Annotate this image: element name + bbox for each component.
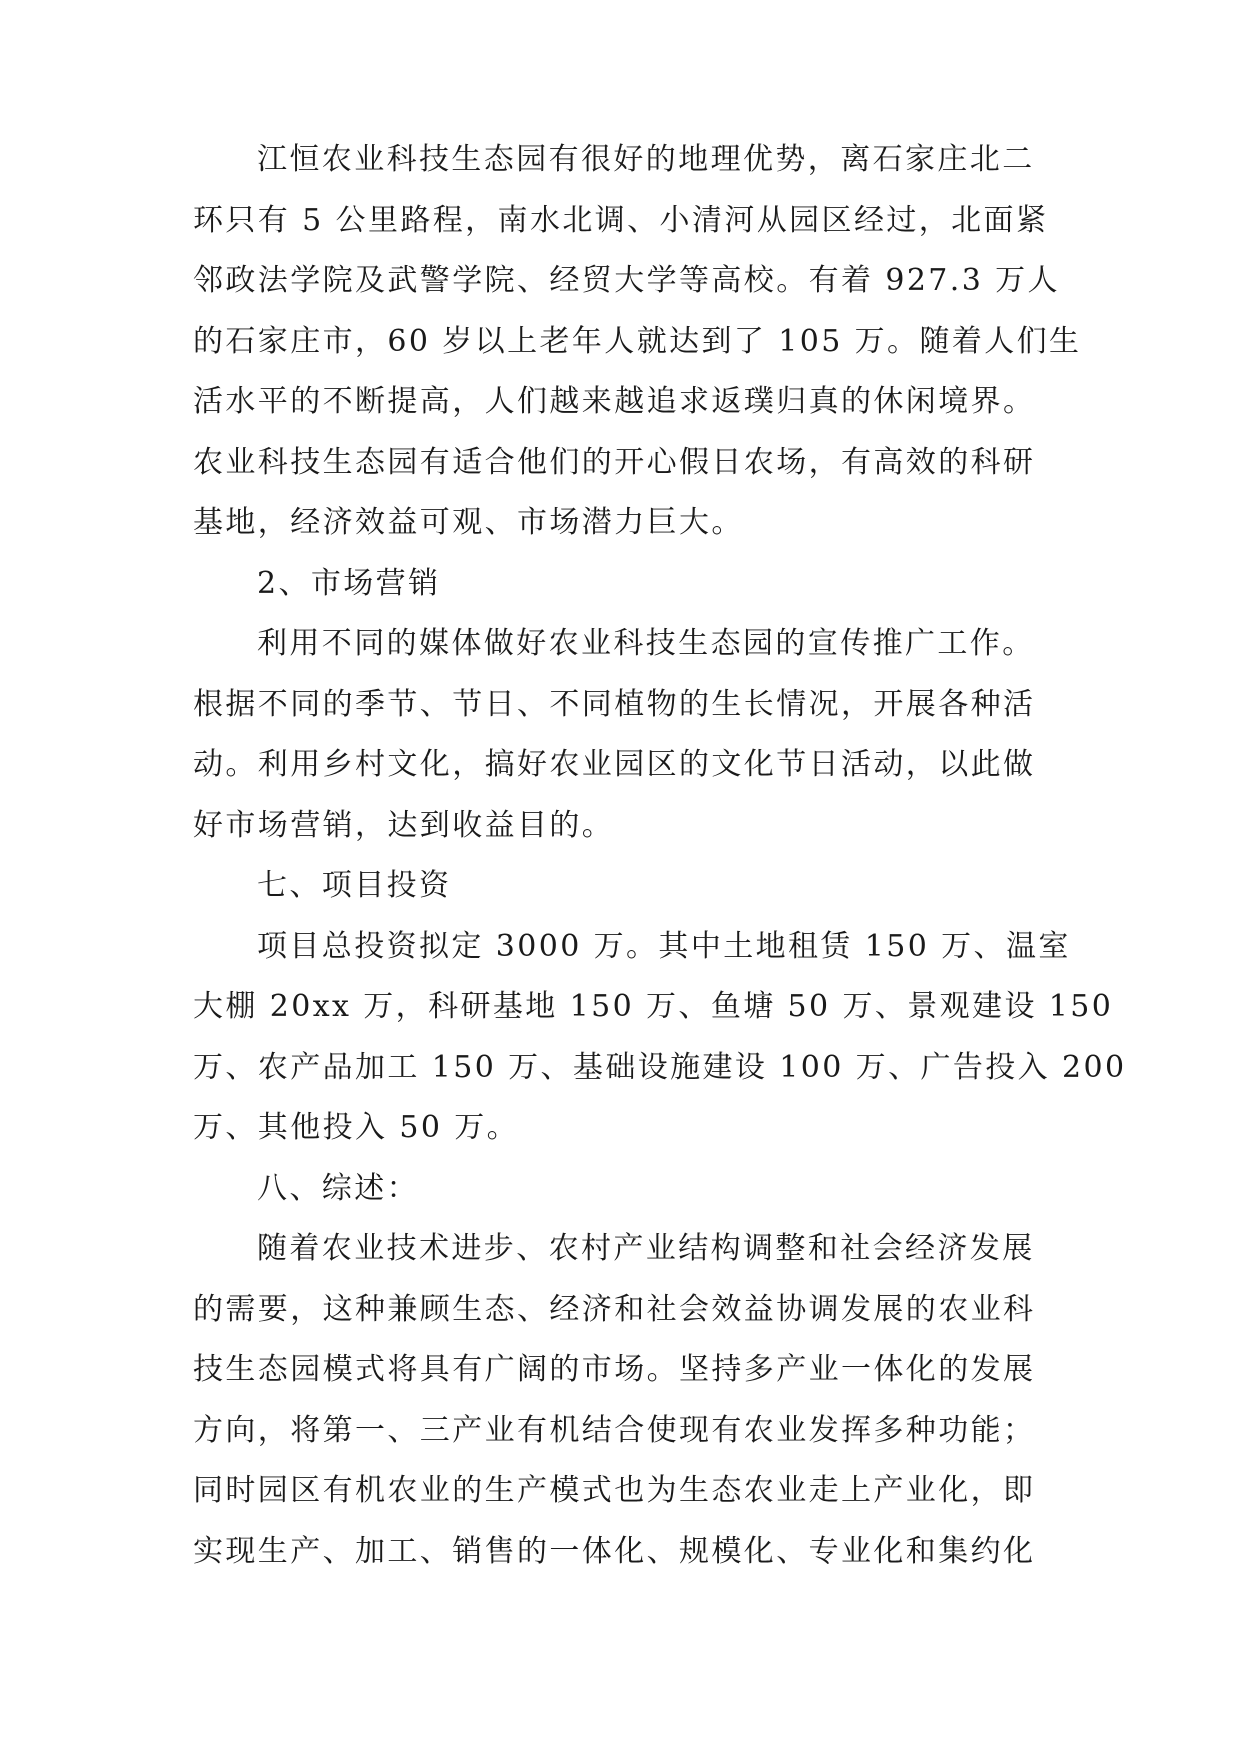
text-line: 活水平的不断提高，人们越来越追求返璞归真的休闲境界。 — [193, 384, 1036, 419]
text-line: 的石家庄市，60 岁以上老年人就达到了 105 万。随着人们生 — [193, 323, 1082, 359]
text-line: 技生态园模式将具有广阔的市场。坚持多产业一体化的发展 — [193, 1352, 1036, 1387]
section-heading-summary: 八、综述： — [257, 1170, 419, 1206]
text-line: 项目总投资拟定 3000 万。其中土地租赁 150 万、温室 — [257, 928, 1071, 964]
document-body — [193, 130, 1127, 1582]
section-heading-marketing: 2、市场营销 — [257, 565, 441, 601]
text-line: 好市场营销，达到收益目的。 — [193, 807, 615, 843]
text-line: 环只有 5 公里路程，南水北调、小清河从园区经过，北面紧 — [193, 202, 1049, 238]
text-line: 江恒农业科技生态园有很好的地理优势，离石家庄北二 — [257, 142, 1035, 177]
text-line: 利用不同的媒体做好农业科技生态园的宣传推广工作。 — [257, 626, 1035, 661]
text-line: 万、其他投入 50 万。 — [193, 1110, 520, 1145]
paragraph-investment — [193, 917, 1127, 1159]
text-line: 动。利用乡村文化，搞好农业园区的文化节日活动，以此做 — [193, 747, 1036, 782]
text-line: 的需要，这种兼顾生态、经济和社会效益协调发展的农业科 — [193, 1291, 1036, 1327]
text-line: 方向，将第一、三产业有机结合使现有农业发挥多种功能； — [193, 1412, 1036, 1448]
text-line: 基地，经济效益可观、市场潜力巨大。 — [193, 505, 744, 540]
text-line: 邻政法学院及武警学院、经贸大学等高校。有着 927.3 万人 — [193, 263, 1060, 298]
text-line: 随着农业技术进步、农村产业结构调整和社会经济发展 — [257, 1231, 1035, 1266]
text-line: 大棚 20xx 万，科研基地 150 万、鱼塘 50 万、景观建设 150 — [193, 989, 1114, 1024]
text-line: 万、农产品加工 150 万、基础设施建设 100 万、广告投入 200 — [193, 1049, 1127, 1085]
text-line: 实现生产、加工、销售的一体化、规模化、专业化和集约化 — [193, 1533, 1036, 1569]
paragraph-summary — [193, 1219, 1073, 1582]
section-heading-investment: 七、项目投资 — [257, 868, 452, 903]
paragraph-marketing — [193, 614, 1073, 856]
paragraph-location-advantage — [193, 130, 1082, 554]
text-line: 农业科技生态园有适合他们的开心假日农场，有高效的科研 — [193, 444, 1036, 480]
text-line: 根据不同的季节、节日、不同植物的生长情况，开展各种活 — [193, 686, 1036, 722]
text-line: 同时园区有机农业的生产模式也为生态农业走上产业化，即 — [193, 1473, 1036, 1508]
